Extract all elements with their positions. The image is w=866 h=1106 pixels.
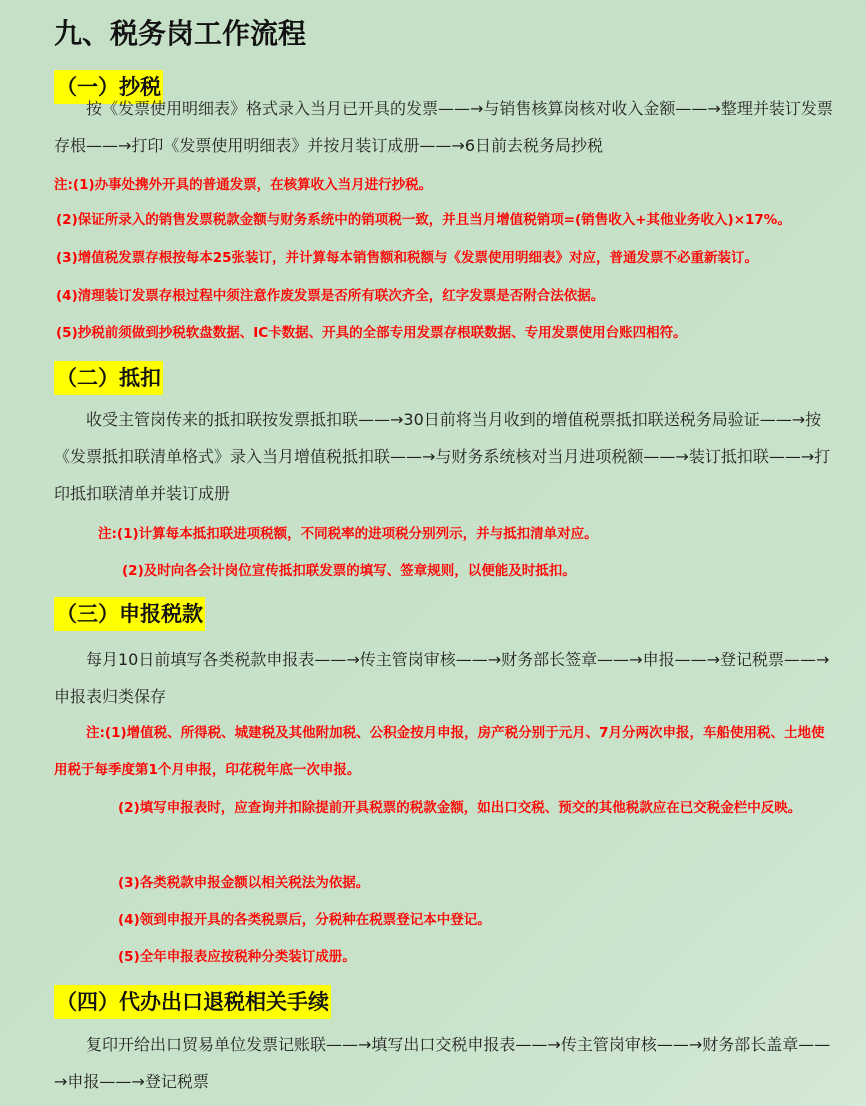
- note-2: (2)及时向各会计岗位宣传抵扣联发票的填写、签章规则，以便能及时抵扣。: [122, 563, 576, 579]
- section-heading-deduction: （二）抵扣: [54, 361, 163, 395]
- note-4: (4)领到申报开具的各类税票后，分税种在税票登记本中登记。: [118, 912, 491, 928]
- section-body-tax-filing: 每月10日前填写各类税款申报表——→传主管岗审核——→财务部长签章——→申报——→登记税票——→申报表归类保存: [54, 650, 830, 706]
- section-heading-copy-tax: （一）抄税: [54, 70, 163, 104]
- note-1: 注:(1)增值税、所得税、城建税及其他附加税、公积金按月申报，房产税分别于元月、7月分两次申报，车船使用税、土地使用税于每季度第1个月申报，印花税年底一次申报。: [54, 725, 825, 778]
- note-4: (4)清理装订发票存根过程中须注意作废发票是否所有联次齐全，红字发票是否附合法依据。: [56, 288, 605, 304]
- note-2: (2)填写申报表时，应查询并扣除提前开具税票的税款金额，如出口交税、预交的其他税款应在已交税金栏中反映。: [118, 800, 802, 816]
- note-5: (5)抄税前须做到抄税软盘数据、IC卡数据、开具的全部专用发票存根联数据、专用发票使用台账四相符。: [56, 325, 687, 341]
- note-2: (2)保证所录入的销售发票税款金额与财务系统中的销项税一致，并且当月增值税销项=(销售收入+其他业务收入)×17%。: [56, 212, 791, 228]
- note-3: (3)增值税发票存根按每本25张装订，并计算每本销售额和税额与《发票使用明细表》对应，普通发票不必重新装订。: [56, 250, 759, 266]
- section-heading-export-refund: （四）代办出口退税相关手续: [54, 985, 331, 1019]
- section-body-copy-tax: 按《发票使用明细表》格式录入当月已开具的发票——→与销售核算岗核对收入金额——→整理并装订发票存根——→打印《发票使用明细表》并按月装订成册——→6日前去税务局抄税: [54, 99, 833, 155]
- note-5: (5)全年申报表应按税种分类装订成册。: [118, 949, 356, 965]
- section-heading-tax-filing: （三）申报税款: [54, 597, 205, 631]
- page-title: 九、税务岗工作流程: [54, 17, 307, 50]
- note-1: 注:(1)计算每本抵扣联进项税额，不同税率的进项税分别列示，并与抵扣清单对应。: [98, 526, 598, 542]
- section-body-export-refund: 复印开给出口贸易单位发票记账联——→填写出口交税申报表——→传主管岗审核——→财务部长盖章——→申报——→登记税票: [54, 1035, 831, 1091]
- section-body-deduction: 收受主管岗传来的抵扣联按发票抵扣联——→30日前将当月收到的增值税票抵扣联送税务局验证——→按《发票抵扣联清单格式》录入当月增值税抵扣联——→与财务系统核对当月进项税额——→装订抵扣联——→打印抵扣联清单并装订成册: [54, 410, 831, 503]
- note-3: (3)各类税款申报金额以相关税法为依据。: [118, 875, 370, 891]
- note-1: 注:(1)办事处携外开具的普通发票，在核算收入当月进行抄税。: [54, 177, 433, 193]
